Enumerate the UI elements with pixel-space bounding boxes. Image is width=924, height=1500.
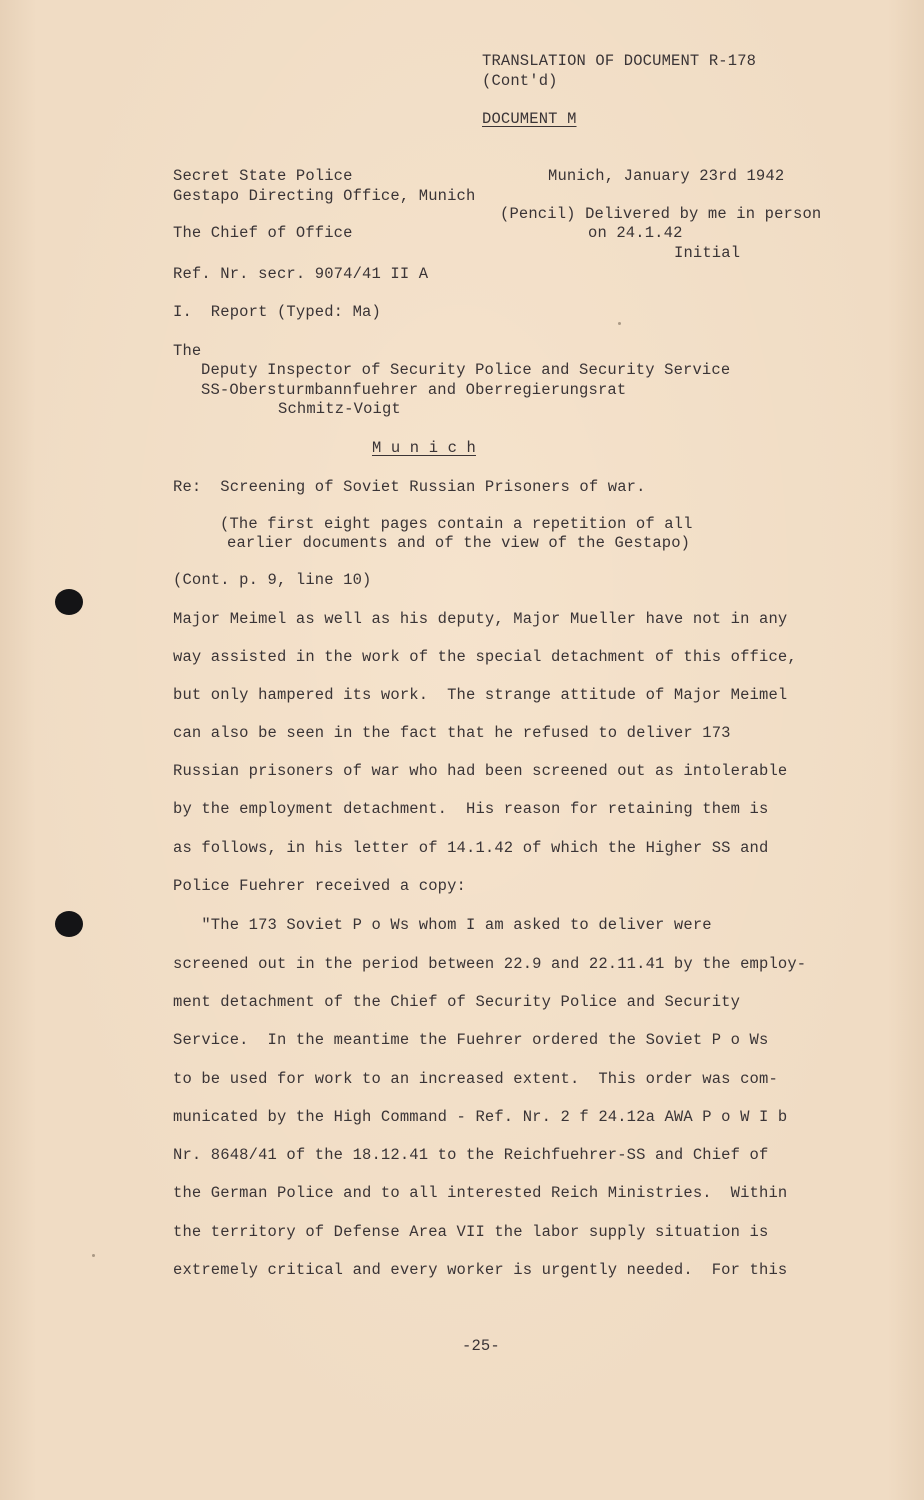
subject-note-line2: earlier documents and of the view of the Gestapo) [227,534,691,552]
translation-title: TRANSLATION OF DOCUMENT R-178 [482,52,757,70]
body-line: to be used for work to an increased extent. This order was com- [173,1070,778,1088]
body-line: Service. In the meantime the Fuehrer ordered the Soviet P o Ws [173,1031,769,1049]
body-line: Major Meimel as well as his deputy, Major Mueller have not in any [173,610,788,628]
body-line: can also be seen in the fact that he refused to deliver 173 [173,724,731,742]
addressee-the: The [173,342,202,360]
body-line: as follows, in his letter of 14.1.42 of which the Higher SS and [173,839,769,857]
body-line: municated by the High Command - Ref. Nr. 2 f 24.12a AWA P o W I b [173,1108,788,1126]
punch-hole-bottom [55,911,83,937]
body-line: by the employment detachment. His reason for retaining them is [173,800,769,818]
body-line: Russian prisoners of war who had been screened out as intolerable [173,762,788,780]
body-line: screened out in the period between 22.9 and 22.11.41 by the employ- [173,955,807,973]
body-line: extremely critical and every worker is urgently needed. For this [173,1261,788,1279]
body-line: "The 173 Soviet P o Ws whom I am asked to deliver were [173,916,712,934]
paper-speck [618,322,621,325]
punch-hole-top [55,589,83,615]
continuation-note: (Cont. p. 9, line 10) [173,571,372,589]
page-number: -25- [462,1337,500,1355]
body-line: Police Fuehrer received a copy: [173,877,466,895]
chief-of-office: The Chief of Office [173,224,353,242]
body-line: but only hampered its work. The strange attitude of Major Meimel [173,686,788,704]
body-line: way assisted in the work of the special detachment of this office, [173,648,797,666]
agency-name: Secret State Police [173,167,353,185]
addressee-line2: SS-Obersturmbannfuehrer and Oberregierungsrat [201,381,627,399]
body-line: ment detachment of the Chief of Security Police and Security [173,993,741,1011]
pencil-note-line1: (Pencil) Delivered by me in person [500,205,822,223]
subject-note-line1: (The first eight pages contain a repetition of all [220,515,693,533]
pencil-note-line2: on 24.1.42 [588,224,683,242]
office-name: Gestapo Directing Office, Munich [173,187,476,205]
contd-label: (Cont'd) [482,72,558,90]
paper-speck [92,1254,95,1257]
reference-number: Ref. Nr. secr. 9074/41 II A [173,265,429,283]
addressee-city: M u n i c h [372,439,476,457]
document-label: DOCUMENT M [482,110,577,128]
letter-date: Munich, January 23rd 1942 [548,167,785,185]
body-line: Nr. 8648/41 of the 18.12.41 to the Reichfuehrer-SS and Chief of [173,1146,769,1164]
report-item: I. Report (Typed: Ma) [173,303,381,321]
subject-line: Re: Screening of Soviet Russian Prisoners of war. [173,478,646,496]
addressee-line1: Deputy Inspector of Security Police and Security Service [201,361,731,379]
body-line: the German Police and to all interested Reich Ministries. Within [173,1184,788,1202]
addressee-name: Schmitz-Voigt [278,400,401,418]
pencil-note-line3: Initial [674,244,741,262]
body-line: the territory of Defense Area VII the labor supply situation is [173,1223,769,1241]
